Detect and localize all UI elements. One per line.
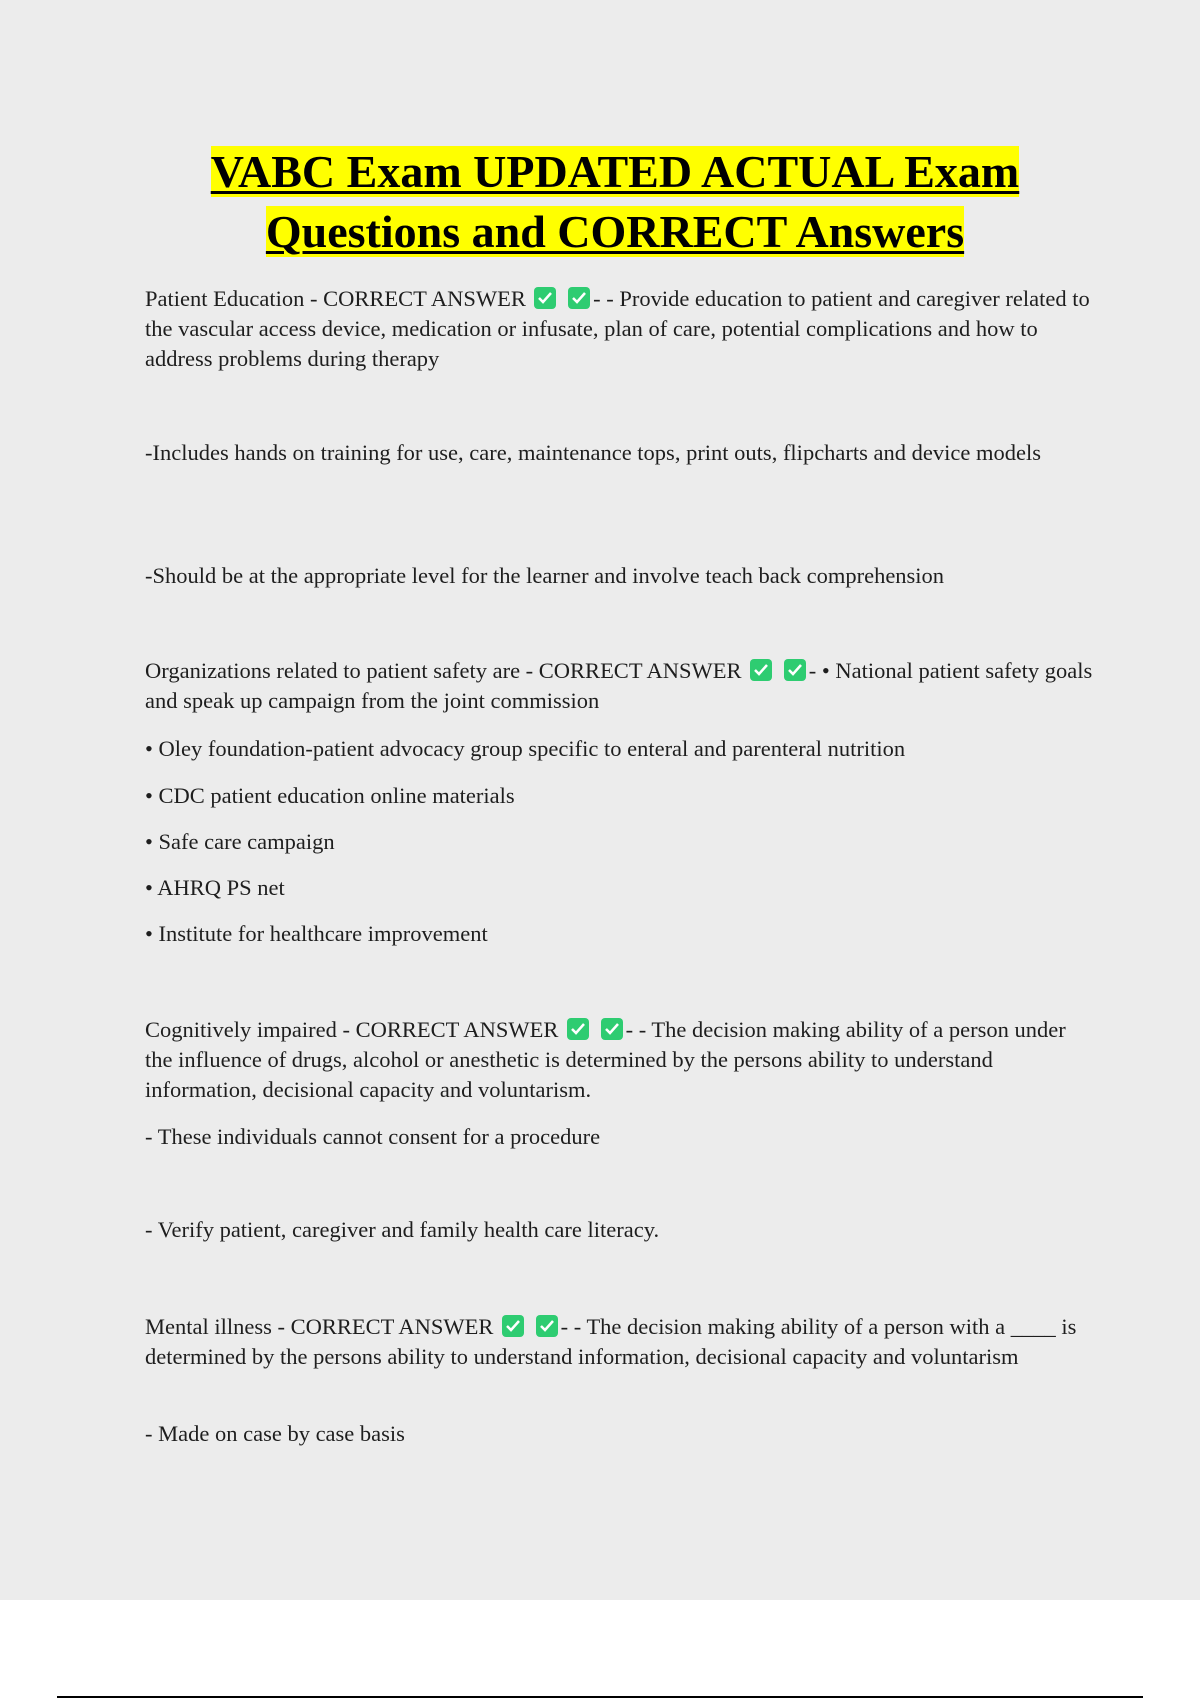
q2-answer xyxy=(145,656,1095,716)
q3-term: Cognitively impaired - xyxy=(145,1017,356,1042)
q1-paragraph-3: -Should be at the appropriate level for the learner and involve teach back comprehension xyxy=(145,563,945,588)
q4-paragraph-2: - Made on case by case basis xyxy=(145,1421,405,1446)
q4-answer xyxy=(145,1312,1095,1372)
q1-term: Patient Education - xyxy=(145,286,324,311)
q3-answer xyxy=(145,1015,1095,1105)
check-icon xyxy=(536,1315,558,1337)
title-line-1: VABC Exam UPDATED ACTUAL Exam xyxy=(210,146,1020,197)
document-title xyxy=(80,142,1150,262)
check-icon xyxy=(567,1018,589,1040)
q3-paragraph-3: - Verify patient, caregiver and family health care literacy. xyxy=(145,1217,660,1242)
q1-definition: - - Provide education to patient and caregiver related to the vascular access device, medication or infusate, plan of care, potential complications and how to address problems during therapy xyxy=(145,286,1090,371)
check-icon xyxy=(534,287,556,309)
check-icon xyxy=(502,1315,524,1337)
answer-tag: CORRECT ANSWER xyxy=(290,1314,494,1339)
q1-paragraph-2: -Includes hands on training for use, care, maintenance tops, print outs, flipcharts and device models xyxy=(145,440,1041,465)
check-icon xyxy=(601,1018,623,1040)
check-icon xyxy=(784,659,806,681)
q4-term: Mental illness - xyxy=(145,1314,291,1339)
q2-bullet: • AHRQ PS net xyxy=(145,875,285,900)
q2-bullet: • Safe care campaign xyxy=(145,829,335,854)
answer-tag: CORRECT ANSWER xyxy=(355,1017,559,1042)
title-line-2: Questions and CORRECT Answers xyxy=(265,206,965,257)
footer-divider xyxy=(57,1696,1143,1698)
q2-bullet: • Institute for healthcare improvement xyxy=(145,921,488,946)
q1-answer xyxy=(145,284,1095,374)
answer-tag: CORRECT ANSWER xyxy=(538,658,742,683)
answer-tag: CORRECT ANSWER xyxy=(323,286,526,311)
q3-definition: - - The decision making ability of a person under the influence of drugs, alcohol or anesthetic is determined by the persons ability to understand information, decisional capacity and voluntarism. xyxy=(145,1017,1066,1102)
check-icon xyxy=(568,287,590,309)
q2-bullet: • Oley foundation-patient advocacy group specific to enteral and parenteral nutrition xyxy=(145,736,906,761)
q3-paragraph-2: - These individuals cannot consent for a procedure xyxy=(145,1124,601,1149)
q2-bullet: • CDC patient education online materials xyxy=(145,783,515,808)
q2-definition: - • National patient safety goals and speak up campaign from the joint commission xyxy=(145,658,1093,713)
q2-term: Organizations related to patient safety are - xyxy=(145,658,539,683)
check-icon xyxy=(750,659,772,681)
q4-definition: - - The decision making ability of a person with a ____ is determined by the persons ability to understand information, decisional capacity and voluntarism xyxy=(145,1314,1077,1369)
